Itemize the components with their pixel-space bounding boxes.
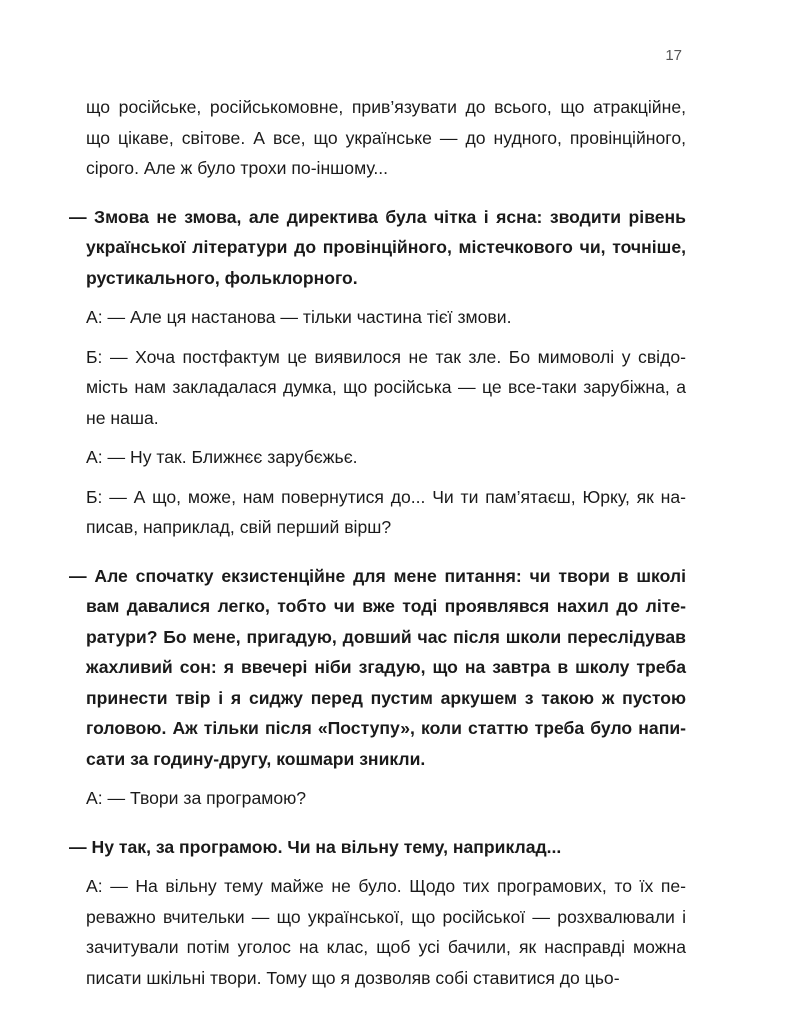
paragraph-question: — Змова не змова, але директива була чітка і ясна: зводити рівень української літератури до провінційного, містечкового чи, точніше, рустикального, фольклорного. bbox=[69, 206, 686, 288]
paragraph-answer: А: — Але ця настанова — тільки частина тієї змови. bbox=[86, 307, 512, 327]
paragraph-answer: А: — На вільну тему майже не було. Щодо тих програмових, то їх переважно вчительки — що української, що російської — розхвалювали і зачитували потім уголос на клас, щоб усі бачили, як насправді можна писати шкільні твори. Тому що я дозволяв собі ставитися до цьо- bbox=[86, 876, 686, 988]
page-number: 17 bbox=[665, 47, 682, 64]
paragraph-answer: А: — Ну так. Ближнєє зарубєжьє. bbox=[86, 447, 358, 467]
paragraph-answer: Б: — А що, може, нам повернутися до... Чи ти пам’ятаєш, Юрку, як написав, наприклад, свій перший вірш? bbox=[86, 486, 686, 537]
paragraph-answer: що російське, російськомовне, прив’язувати до всього, що атракційне, що цікаве, світове. А все, що українське — до нудного, провінційного, сірого. Але ж було трохи по-іншому... bbox=[86, 97, 686, 178]
paragraph-answer: А: — Твори за програмою? bbox=[86, 788, 307, 808]
paragraph-question: — Ну так, за програмою. Чи на вільну тему, наприклад... bbox=[69, 836, 562, 857]
book-text bbox=[69, 92, 686, 993]
paragraph-answer: Б: — Хоча постфактум це виявилося не так зле. Бо мимоволі у свідомість нам закладалася думка, що російська — це все-таки зарубіжна, а не наша. bbox=[86, 346, 686, 428]
paragraph-question: — Але спочатку екзистенційне для мене питання: чи твори в школі вам давалися легко, тобто чи вже тоді проявлявся нахил до літератури? Бо мене, пригадую, довший час після школи переслідував жахливий сон: я ввечері ніби згадую, що на завтра в школу треба принести твір і я сиджу перед пустим аркушем з такою ж пустою головою. Аж тільки після «Поступу», коли статтю треба було написати за годину-другу, кошмари зникли. bbox=[69, 565, 686, 769]
